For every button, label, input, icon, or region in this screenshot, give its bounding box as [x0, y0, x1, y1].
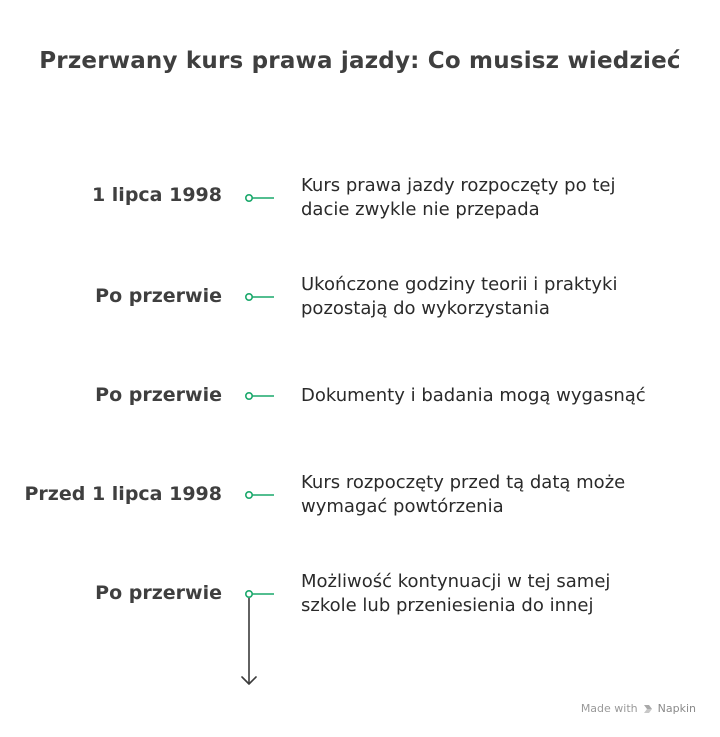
timeline-item-label: Po przerwie	[95, 582, 222, 604]
description-line: wymagać powtórzenia	[301, 496, 504, 517]
description-line: dacie zwykle nie przepada	[301, 199, 540, 220]
timeline-item-description	[301, 471, 711, 519]
timeline-item-label: 1 lipca 1998	[91, 184, 222, 206]
timeline-node-connector	[244, 490, 276, 502]
timeline-item-description	[301, 273, 711, 321]
description-line: pozostają do wykorzystania	[301, 298, 550, 319]
timeline-node-connector	[244, 391, 276, 403]
description-line: Możliwość kontynuacji w tej samej	[301, 571, 611, 592]
timeline-node-connector	[244, 193, 276, 205]
timeline-item-label: Po przerwie	[95, 285, 222, 307]
timeline-node-connector	[244, 589, 276, 601]
made-with-napkin-footer[interactable]	[581, 702, 696, 715]
description-line: szkole lub przeniesienia do innej	[301, 595, 594, 616]
timeline-item-label: Przed 1 lipca 1998	[24, 483, 222, 505]
made-with-label: Made with	[580, 702, 638, 715]
timeline-item-label: Po przerwie	[95, 384, 222, 406]
napkin-logo-icon	[642, 703, 654, 715]
timeline-item-description	[301, 570, 711, 618]
timeline-item-description	[301, 174, 711, 222]
description-line: Kurs prawa jazdy rozpoczęty po tej	[301, 175, 616, 196]
timeline-node-connector	[244, 292, 276, 304]
page-title: Przerwany kurs prawa jazdy: Co musisz wiedzieć	[39, 48, 681, 74]
description-line: Dokumenty i badania mogą wygasnąć	[301, 385, 646, 406]
napkin-brand-label: Napkin	[657, 702, 696, 715]
description-line: Ukończone godziny teorii i praktyki	[301, 274, 618, 295]
timeline-arrow-head	[242, 677, 256, 684]
description-line: Kurs rozpoczęty przed tą datą może	[301, 472, 626, 493]
timeline-item-description	[301, 384, 711, 408]
